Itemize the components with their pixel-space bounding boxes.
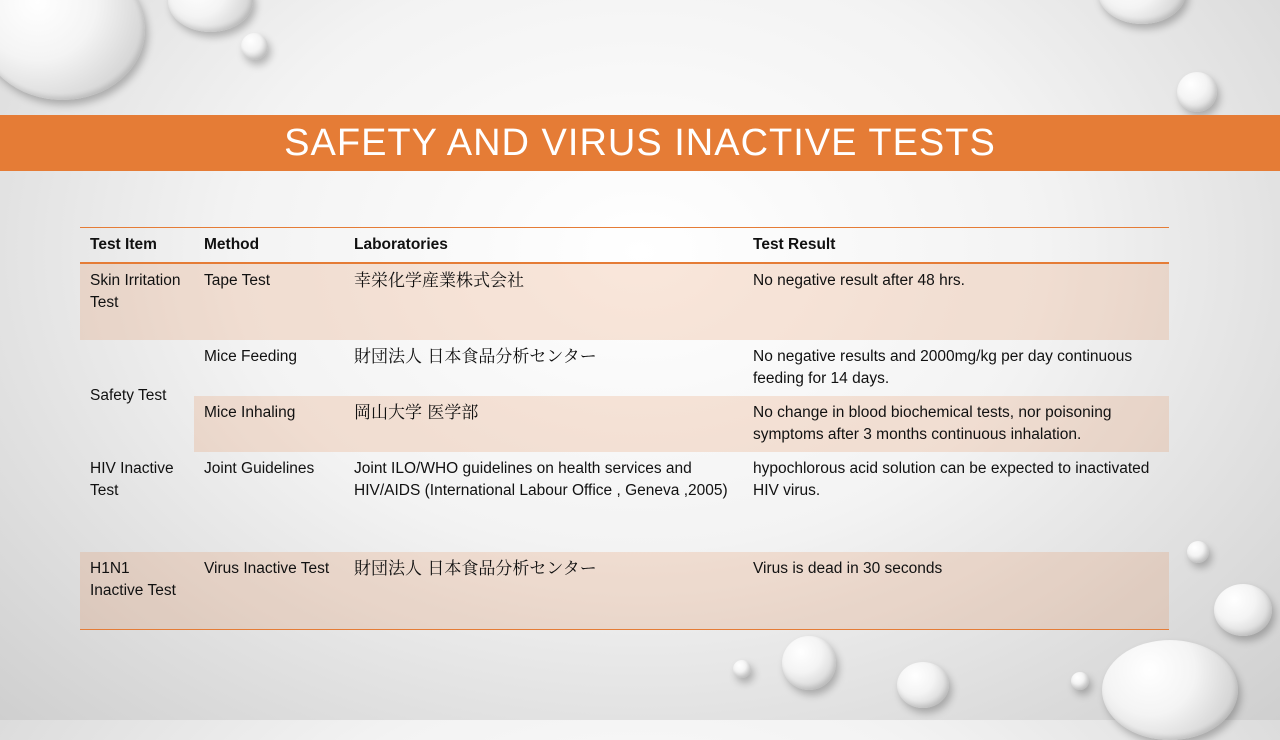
table-row <box>80 340 1169 396</box>
table-row <box>80 552 1169 629</box>
water-drop-decoration <box>782 636 836 690</box>
cell-method: Joint Guidelines <box>204 460 315 477</box>
cell-test-result: No negative results and 2000mg/kg per day continuous feeding for 14 days. <box>753 348 1133 387</box>
table-row <box>80 452 1169 552</box>
cell-test-item: HIV Inactive Test <box>90 460 174 499</box>
header-test-item: Test Item <box>80 228 194 264</box>
header-laboratories: Laboratories <box>344 228 743 264</box>
cell-test-result: Virus is dead in 30 seconds <box>743 552 1169 629</box>
cell-test-result: No change in blood biochemical tests, nor poisoning symptoms after 3 months continuous inhalation. <box>743 396 1169 452</box>
cell-test-item: H1N1 Inactive Test <box>80 552 194 629</box>
cell-method: Tape Test <box>194 263 344 340</box>
tests-table <box>80 227 1169 630</box>
slide-title: SAFETY AND VIRUS INACTIVE TESTS <box>284 122 996 164</box>
header-test-result: Test Result <box>743 228 1169 264</box>
cell-laboratory: Joint ILO/WHO guidelines on health services and HIV/AIDS (International Labour Office , Geneva ,2005) <box>354 460 728 499</box>
water-drop-decoration <box>1102 640 1238 740</box>
cell-method: Mice Feeding <box>204 348 298 365</box>
cell-method: Mice Inhaling <box>194 396 344 452</box>
cell-laboratory: 財団法人 日本食品分析センター <box>354 347 597 367</box>
cell-test-result: No negative result after 48 hrs. <box>743 263 1169 340</box>
cell-test-item: Skin Irritation Test <box>80 263 194 340</box>
water-drop-decoration <box>241 33 268 60</box>
cell-method: Virus Inactive Test <box>194 552 344 629</box>
water-drop-decoration <box>1071 672 1089 690</box>
cell-laboratory: 岡山大学 医学部 <box>344 396 743 452</box>
header-method: Method <box>194 228 344 264</box>
cell-test-result: hypochlorous acid solution can be expected to inactivated HIV virus. <box>753 460 1150 499</box>
water-drop-decoration <box>897 662 949 708</box>
water-drop-decoration <box>1187 541 1209 563</box>
water-drop-decoration <box>1177 72 1217 112</box>
table-row <box>80 263 1169 340</box>
cell-test-item: Safety Test <box>90 387 167 404</box>
cell-laboratory: 財団法人 日本食品分析センター <box>344 552 743 629</box>
water-drop-decoration <box>1098 0 1186 24</box>
water-drop-decoration <box>0 0 145 100</box>
cell-laboratory: 幸栄化学産業株式会社 <box>344 263 743 340</box>
water-drop-decoration <box>168 0 253 32</box>
table-row <box>80 396 1169 452</box>
water-drop-decoration <box>733 660 751 678</box>
water-drop-decoration <box>1214 584 1272 636</box>
table-header-row <box>80 228 1169 264</box>
